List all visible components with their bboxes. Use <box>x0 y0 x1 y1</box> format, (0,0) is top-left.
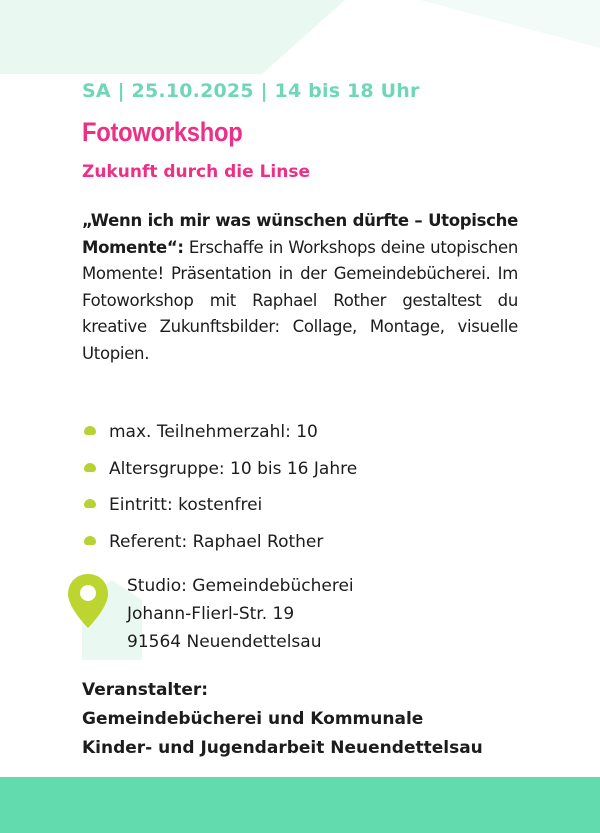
location-address <box>127 572 354 656</box>
location-street: Johann-Flierl-Str. 19 <box>127 604 295 624</box>
detail-item-age-group: Altersgruppe: 10 bis 16 Jahre <box>82 455 357 492</box>
detail-item-speaker: Referent: Raphael Rother <box>82 528 357 565</box>
organizer-block <box>82 676 483 763</box>
detail-item-participants: max. Teilnehmerzahl: 10 <box>82 418 357 455</box>
bullet-icon <box>84 426 96 435</box>
footer-band <box>0 777 600 833</box>
organizer-line-1: Gemeindebücherei und Kommunale <box>82 709 424 729</box>
location-city: 91564 Neuendettelsau <box>127 632 322 652</box>
event-subtitle: Zukunft durch die Linse <box>82 162 310 182</box>
description-quote: „Wenn ich mir was wünschen dürfte – Utopische Momente“: <box>82 211 518 257</box>
event-details-list <box>82 418 357 564</box>
bullet-icon <box>84 536 96 545</box>
bullet-icon <box>84 463 96 472</box>
location-venue: Studio: Gemeindebücherei <box>127 576 354 596</box>
location-pin-icon <box>48 572 138 642</box>
description-text: Erschaffe in Workshops deine utopischen Momente! Präsentation in der Gemeindebücherei. Im Fotoworkshop mit Raphael Rother gestaltest du kreative Zukunftsbilder: Collage, Montage, visuelle Utopien. <box>82 237 518 363</box>
organizer-line-2: Kinder- und Jugendarbeit Neuendettelsau <box>82 738 483 758</box>
bullet-icon <box>84 499 96 508</box>
organizer-label: Veranstalter: <box>82 680 209 700</box>
event-title: Fotoworkshop <box>82 117 243 147</box>
detail-item-admission: Eintritt: kostenfrei <box>82 491 357 528</box>
event-description <box>82 208 518 367</box>
event-date-line: SA | 25.10.2025 | 14 bis 18 Uhr <box>82 80 420 102</box>
